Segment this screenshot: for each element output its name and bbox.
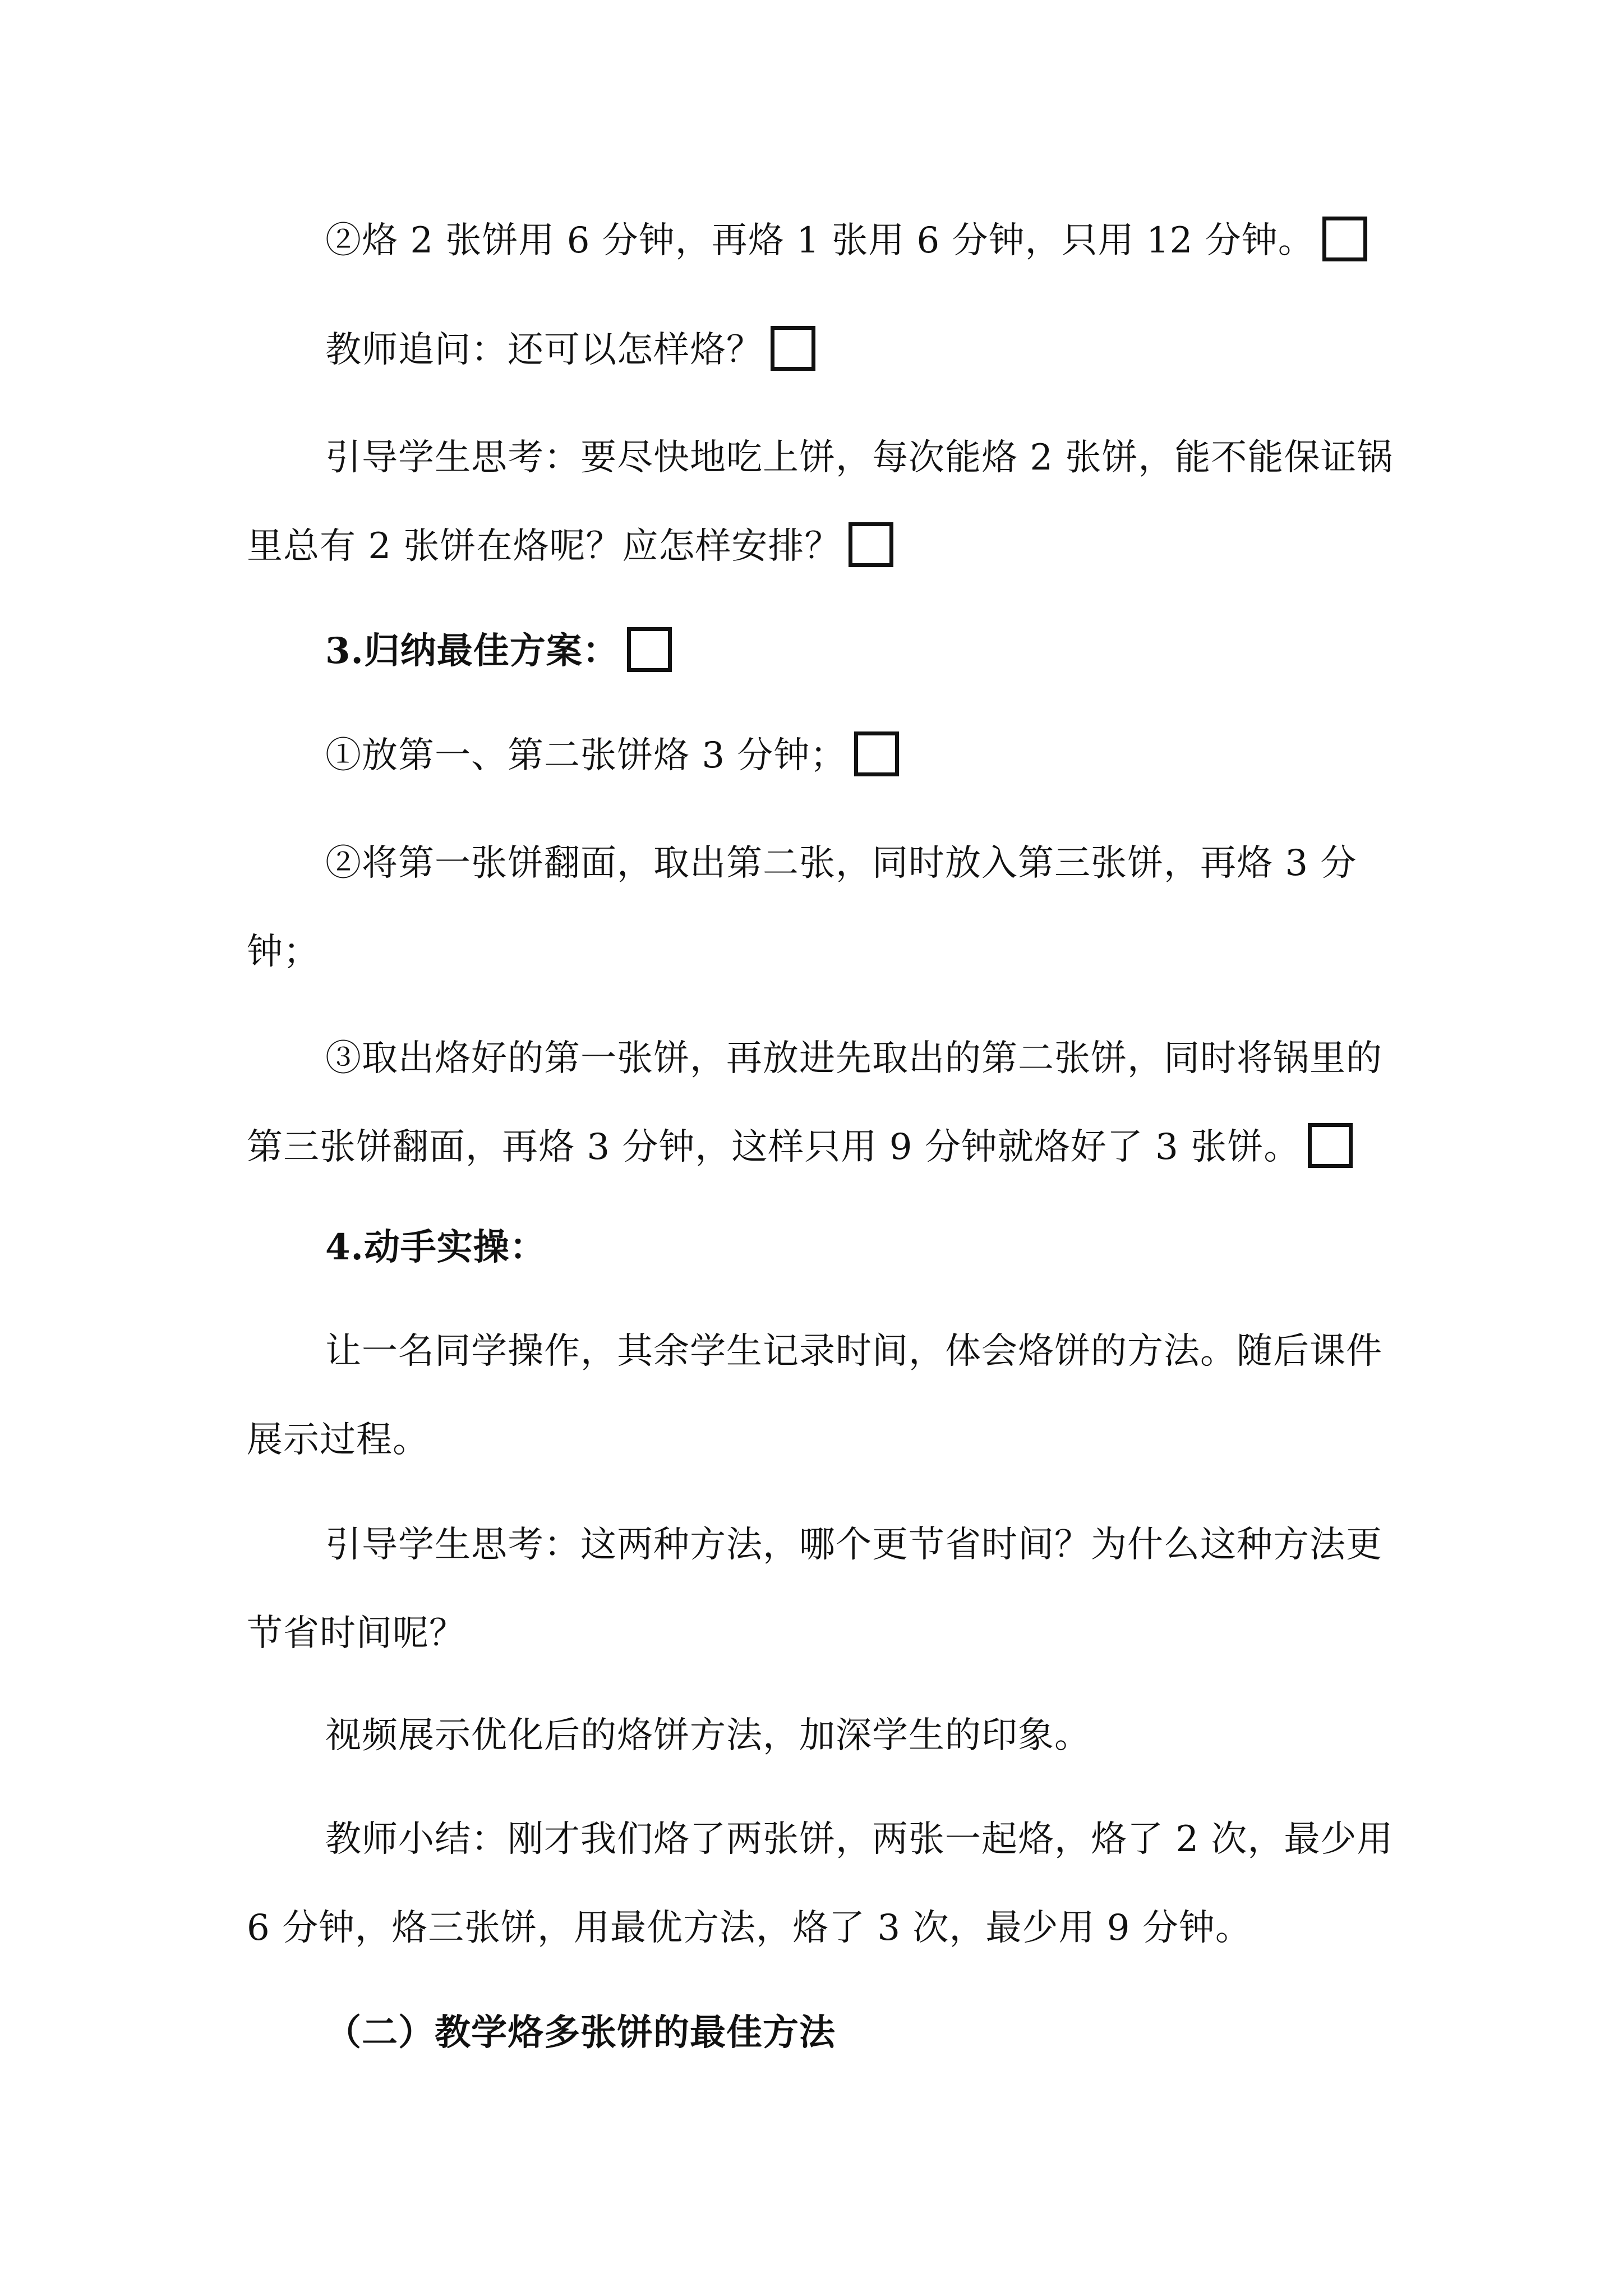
- paragraph-2: [247, 306, 1396, 394]
- paragraph-12: [247, 1795, 1396, 1972]
- paragraph-6: [247, 819, 1396, 996]
- section-heading-multiple-pancakes: [247, 1989, 1396, 2077]
- paragraph-5: [247, 711, 1396, 800]
- heading-summarize-best-plan: [247, 607, 1396, 696]
- checkbox-2[interactable]: [771, 326, 815, 371]
- heading-3-text: 3.归纳最佳方案：: [325, 630, 619, 672]
- paragraph-10-text: 引导学生思考：这两种方法，哪个更节省时间？为什么这种方法更节省时间呢？: [247, 1524, 1382, 1654]
- paragraph-9-text: 让一名同学操作，其余学生记录时间，体会烙饼的方法。随后课件展示过程。: [247, 1331, 1382, 1461]
- paragraph-3: [247, 413, 1396, 591]
- paragraph-7: [247, 1014, 1396, 1191]
- checkbox-6[interactable]: [1308, 1123, 1353, 1168]
- paragraph-6-text: ②将第一张饼翻面，取出第二张，同时放入第三张饼，再烙 3 分钟；: [247, 843, 1357, 973]
- section-heading-text: （二）教学烙多张饼的最佳方法: [325, 2012, 836, 2054]
- paragraph-1-text: ②烙 2 张饼用 6 分钟，再烙 1 张用 6 分钟，只用 12 分钟。: [325, 220, 1315, 261]
- heading-hands-on-practice: [247, 1203, 1396, 1292]
- paragraph-7-text: ③取出烙好的第一张饼，再放进先取出的第二张饼，同时将锅里的第三张饼翻面，再烙 3 分钟，这样只用 9 分钟就烙好了 3 张饼。: [247, 1038, 1382, 1168]
- checkbox-5[interactable]: [854, 731, 899, 776]
- paragraph-12-text: 教师小结：刚才我们烙了两张饼，两张一起烙，烙了 2 次，最少用 6 分钟，烙三张饼，用最优方法，烙了 3 次，最少用 9 分钟。: [247, 1819, 1394, 1949]
- paragraph-3-text: 引导学生思考：要尽快地吃上饼，每次能烙 2 张饼，能不能保证锅里总有 2 张饼在烙呢？应怎样安排？: [247, 437, 1394, 567]
- checkbox-3[interactable]: [849, 522, 893, 567]
- paragraph-10: [247, 1501, 1396, 1678]
- checkbox-1[interactable]: [1322, 217, 1367, 261]
- paragraph-11: [247, 1691, 1396, 1780]
- paragraph-5-text: ①放第一、第二张饼烙 3 分钟；: [325, 735, 847, 776]
- paragraph-2-text: 教师追问：还可以怎样烙？: [325, 329, 763, 371]
- heading-4-text: 4.动手实操：: [325, 1226, 546, 1268]
- checkbox-4[interactable]: [627, 627, 672, 672]
- paragraph-11-text: 视频展示优化后的烙饼方法，加深学生的印象。: [325, 1715, 1091, 1756]
- paragraph-9: [247, 1307, 1396, 1484]
- paragraph-1: [247, 196, 1396, 285]
